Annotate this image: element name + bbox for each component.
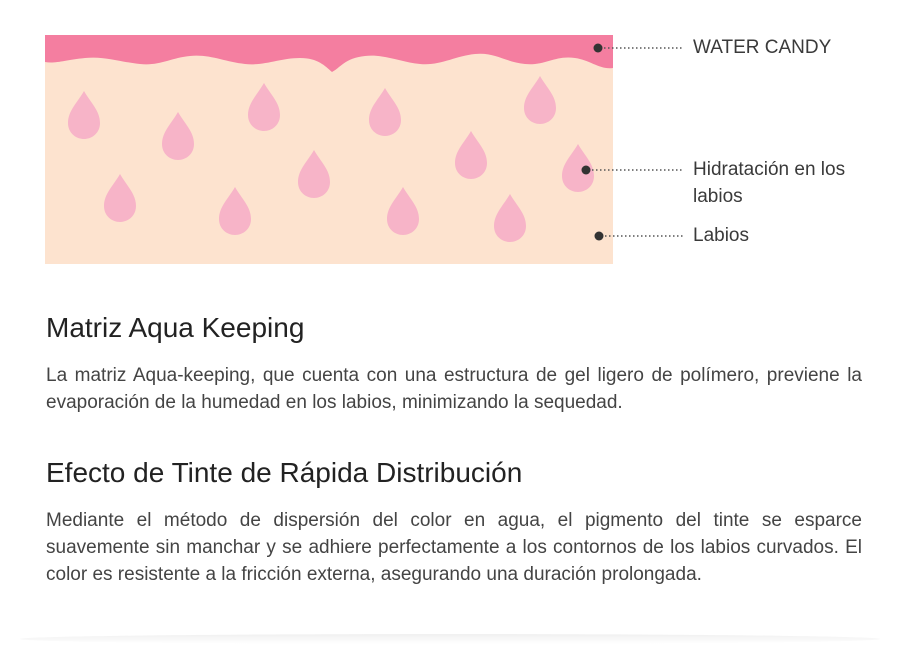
section-title-tint-effect: Efecto de Tinte de Rápida Distribución bbox=[46, 457, 523, 488]
callout-dot-hydration bbox=[582, 166, 591, 175]
section-body-aqua-keeping: La matriz Aqua-keeping, que cuenta con una estructura de gel ligero de polímero, previene la evaporación de la humedad en los labios, minimizando la sequedad. bbox=[46, 365, 862, 413]
callout-dot-lips bbox=[595, 232, 604, 241]
section-body-tint-effect: Mediante el método de dispersión del color en agua, el pigmento del tinte se esparce suavemente sin manchar y se adhiere perfectamente a los contornos de los labios curvados. El color es resistente a la fricción externa, asegurando una duración prolongada. bbox=[46, 510, 862, 585]
bottom-shadow-divider bbox=[20, 634, 880, 644]
callout-lips: Labios bbox=[693, 225, 749, 246]
callout-hydration-line2: labios bbox=[693, 186, 743, 207]
callout-dot-water-candy bbox=[594, 44, 603, 53]
section-title-aqua-keeping: Matriz Aqua Keeping bbox=[46, 312, 305, 343]
lip-layer-diagram bbox=[0, 0, 900, 280]
callout-hydration-line1: Hidratación en los bbox=[693, 159, 846, 180]
callout-water-candy: WATER CANDY bbox=[693, 37, 832, 58]
